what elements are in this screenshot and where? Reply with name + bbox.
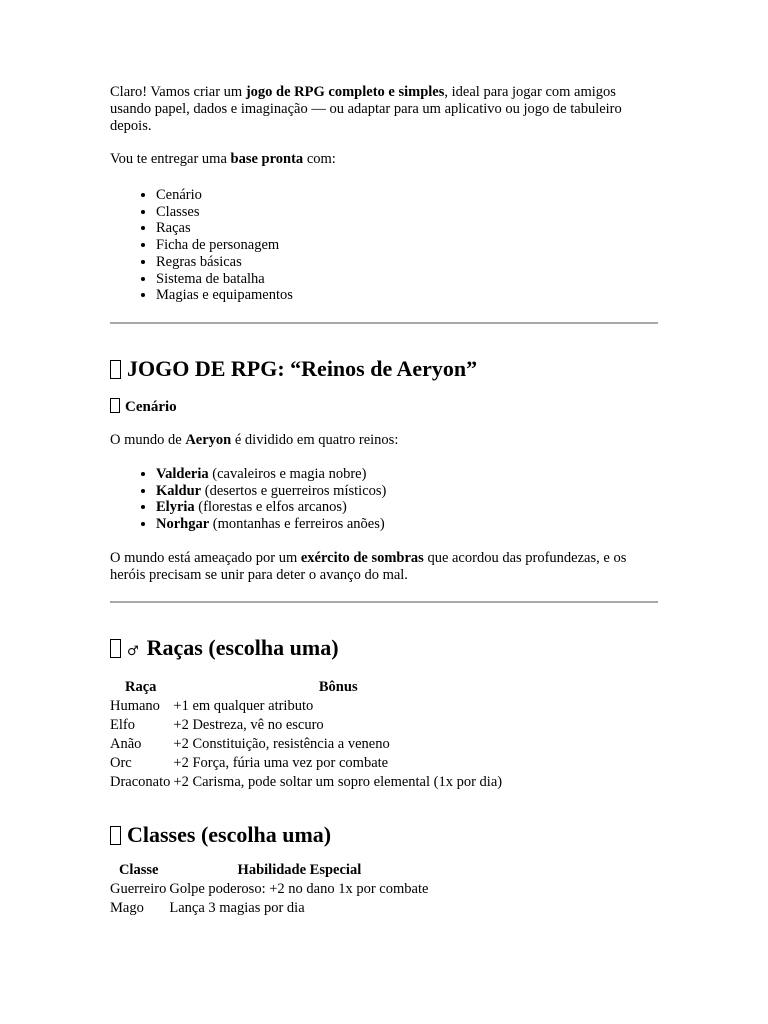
base-text-end: com: (303, 151, 336, 167)
intro-text-end: , ideal para jogar com amigos usando papel, dados e imaginação — ou adaptar para um aplicativo ou jogo de tabuleiro depois. (110, 84, 622, 134)
table-row (109, 697, 504, 716)
list-item (156, 466, 658, 483)
racas-title: Raças (escolha uma) (146, 634, 339, 660)
game-title: JOGO DE RPG: “Reinos de Aeryon” (127, 355, 478, 381)
kingdom-desc: (florestas e elfos arcanos) (194, 499, 347, 516)
threat-text-start: O mundo está ameaçado por um (110, 549, 301, 566)
class-ability-cell: Lança 3 magias por dia (169, 899, 305, 916)
classes-table (109, 861, 430, 918)
column-header-habilidade: Habilidade Especial (237, 861, 362, 878)
race-name-cell: Humano (110, 697, 160, 714)
kingdoms-list (110, 466, 658, 533)
base-bold-text: base pronta (230, 151, 304, 167)
intro-paragraph (110, 84, 658, 135)
missing-emoji-icon (110, 826, 121, 845)
class-ability-cell: Golpe poderoso: +2 no dano 1x por combate (169, 880, 429, 897)
table-row (109, 880, 430, 899)
list-item (156, 516, 658, 533)
race-bonus-cell: +1 em qualquer atributo (173, 697, 314, 714)
threat-bold-text: exército de sombras (300, 549, 424, 566)
classes-title: Classes (escolha uma) (127, 821, 332, 847)
list-item: • Raças (156, 220, 658, 237)
contents-list (110, 187, 658, 304)
section-divider (110, 322, 658, 324)
game-title-heading (110, 356, 658, 382)
race-bonus-cell: +2 Carisma, pode soltar um sopro elemental (1x por dia) (173, 773, 503, 790)
kingdom-name: Kaldur (156, 482, 202, 499)
racas-table (109, 678, 504, 792)
table-row (109, 735, 504, 754)
cenario-title: Cenário (125, 398, 177, 415)
list-item (156, 483, 658, 500)
missing-emoji-icon (110, 639, 121, 658)
list-item: • Ficha de personagem (156, 237, 658, 254)
kingdom-desc: (desertos e guerreiros místicos) (201, 482, 387, 499)
table-row (109, 754, 504, 773)
missing-emoji-icon (110, 398, 120, 413)
table-row (109, 773, 504, 792)
list-item (156, 499, 658, 516)
class-name-cell: Mago (110, 899, 144, 916)
table-header-row (109, 861, 430, 880)
intro-bold-text: jogo de RPG completo e simples (245, 84, 445, 100)
list-item: • Magias e equipamentos (156, 287, 658, 304)
intro-text-start: Claro! Vamos criar um (110, 84, 246, 100)
section-divider (110, 601, 658, 603)
race-name-cell: Orc (110, 754, 132, 771)
missing-emoji-icon (110, 360, 121, 379)
kingdom-name: Valderia (156, 465, 209, 482)
kingdom-name: Norhgar (156, 516, 210, 533)
table-header-row (109, 678, 504, 697)
class-name-cell: Guerreiro (110, 880, 167, 897)
list-item: • Regras básicas (156, 254, 658, 271)
table-row (109, 899, 430, 918)
table-row (109, 716, 504, 735)
kingdom-desc: (cavaleiros e magia nobre) (208, 465, 367, 482)
world-name: Aeryon (185, 431, 232, 448)
column-header-classe: Classe (118, 861, 159, 878)
race-name-cell: Draconato (110, 773, 171, 790)
world-text-end: é dividido em quatro reinos: (231, 431, 399, 448)
threat-paragraph (110, 550, 658, 584)
base-paragraph (110, 151, 658, 168)
column-header-raca: Raça (124, 678, 157, 695)
column-header-bonus: Bônus (318, 678, 358, 695)
kingdom-name: Elyria (156, 499, 195, 516)
classes-heading (110, 822, 658, 848)
race-name-cell: Anão (110, 735, 142, 752)
world-paragraph (110, 432, 658, 449)
kingdom-desc: (montanhas e ferreiros anões) (209, 516, 385, 533)
race-bonus-cell: +2 Constituição, resistência a veneno (173, 735, 390, 752)
threat-text-end: que acordou das profundezas, e os heróis precisam se unir para deter o avanço do mal. (110, 549, 627, 583)
race-bonus-cell: +2 Força, fúria uma vez por combate (173, 754, 389, 771)
race-name-cell: Elfo (110, 716, 135, 733)
world-text-start: O mundo de (110, 431, 186, 448)
cenario-heading (110, 398, 658, 416)
race-bonus-cell: +2 Destreza, vê no escuro (173, 716, 324, 733)
list-item: • Cenário (156, 187, 658, 204)
document-page (110, 84, 658, 918)
base-text-start: Vou te entregar uma (110, 151, 231, 167)
list-item: • Sistema de batalha (156, 271, 658, 288)
list-item: • Classes (156, 204, 658, 221)
racas-heading (110, 635, 658, 665)
male-sign-icon: ♂ (127, 643, 139, 659)
